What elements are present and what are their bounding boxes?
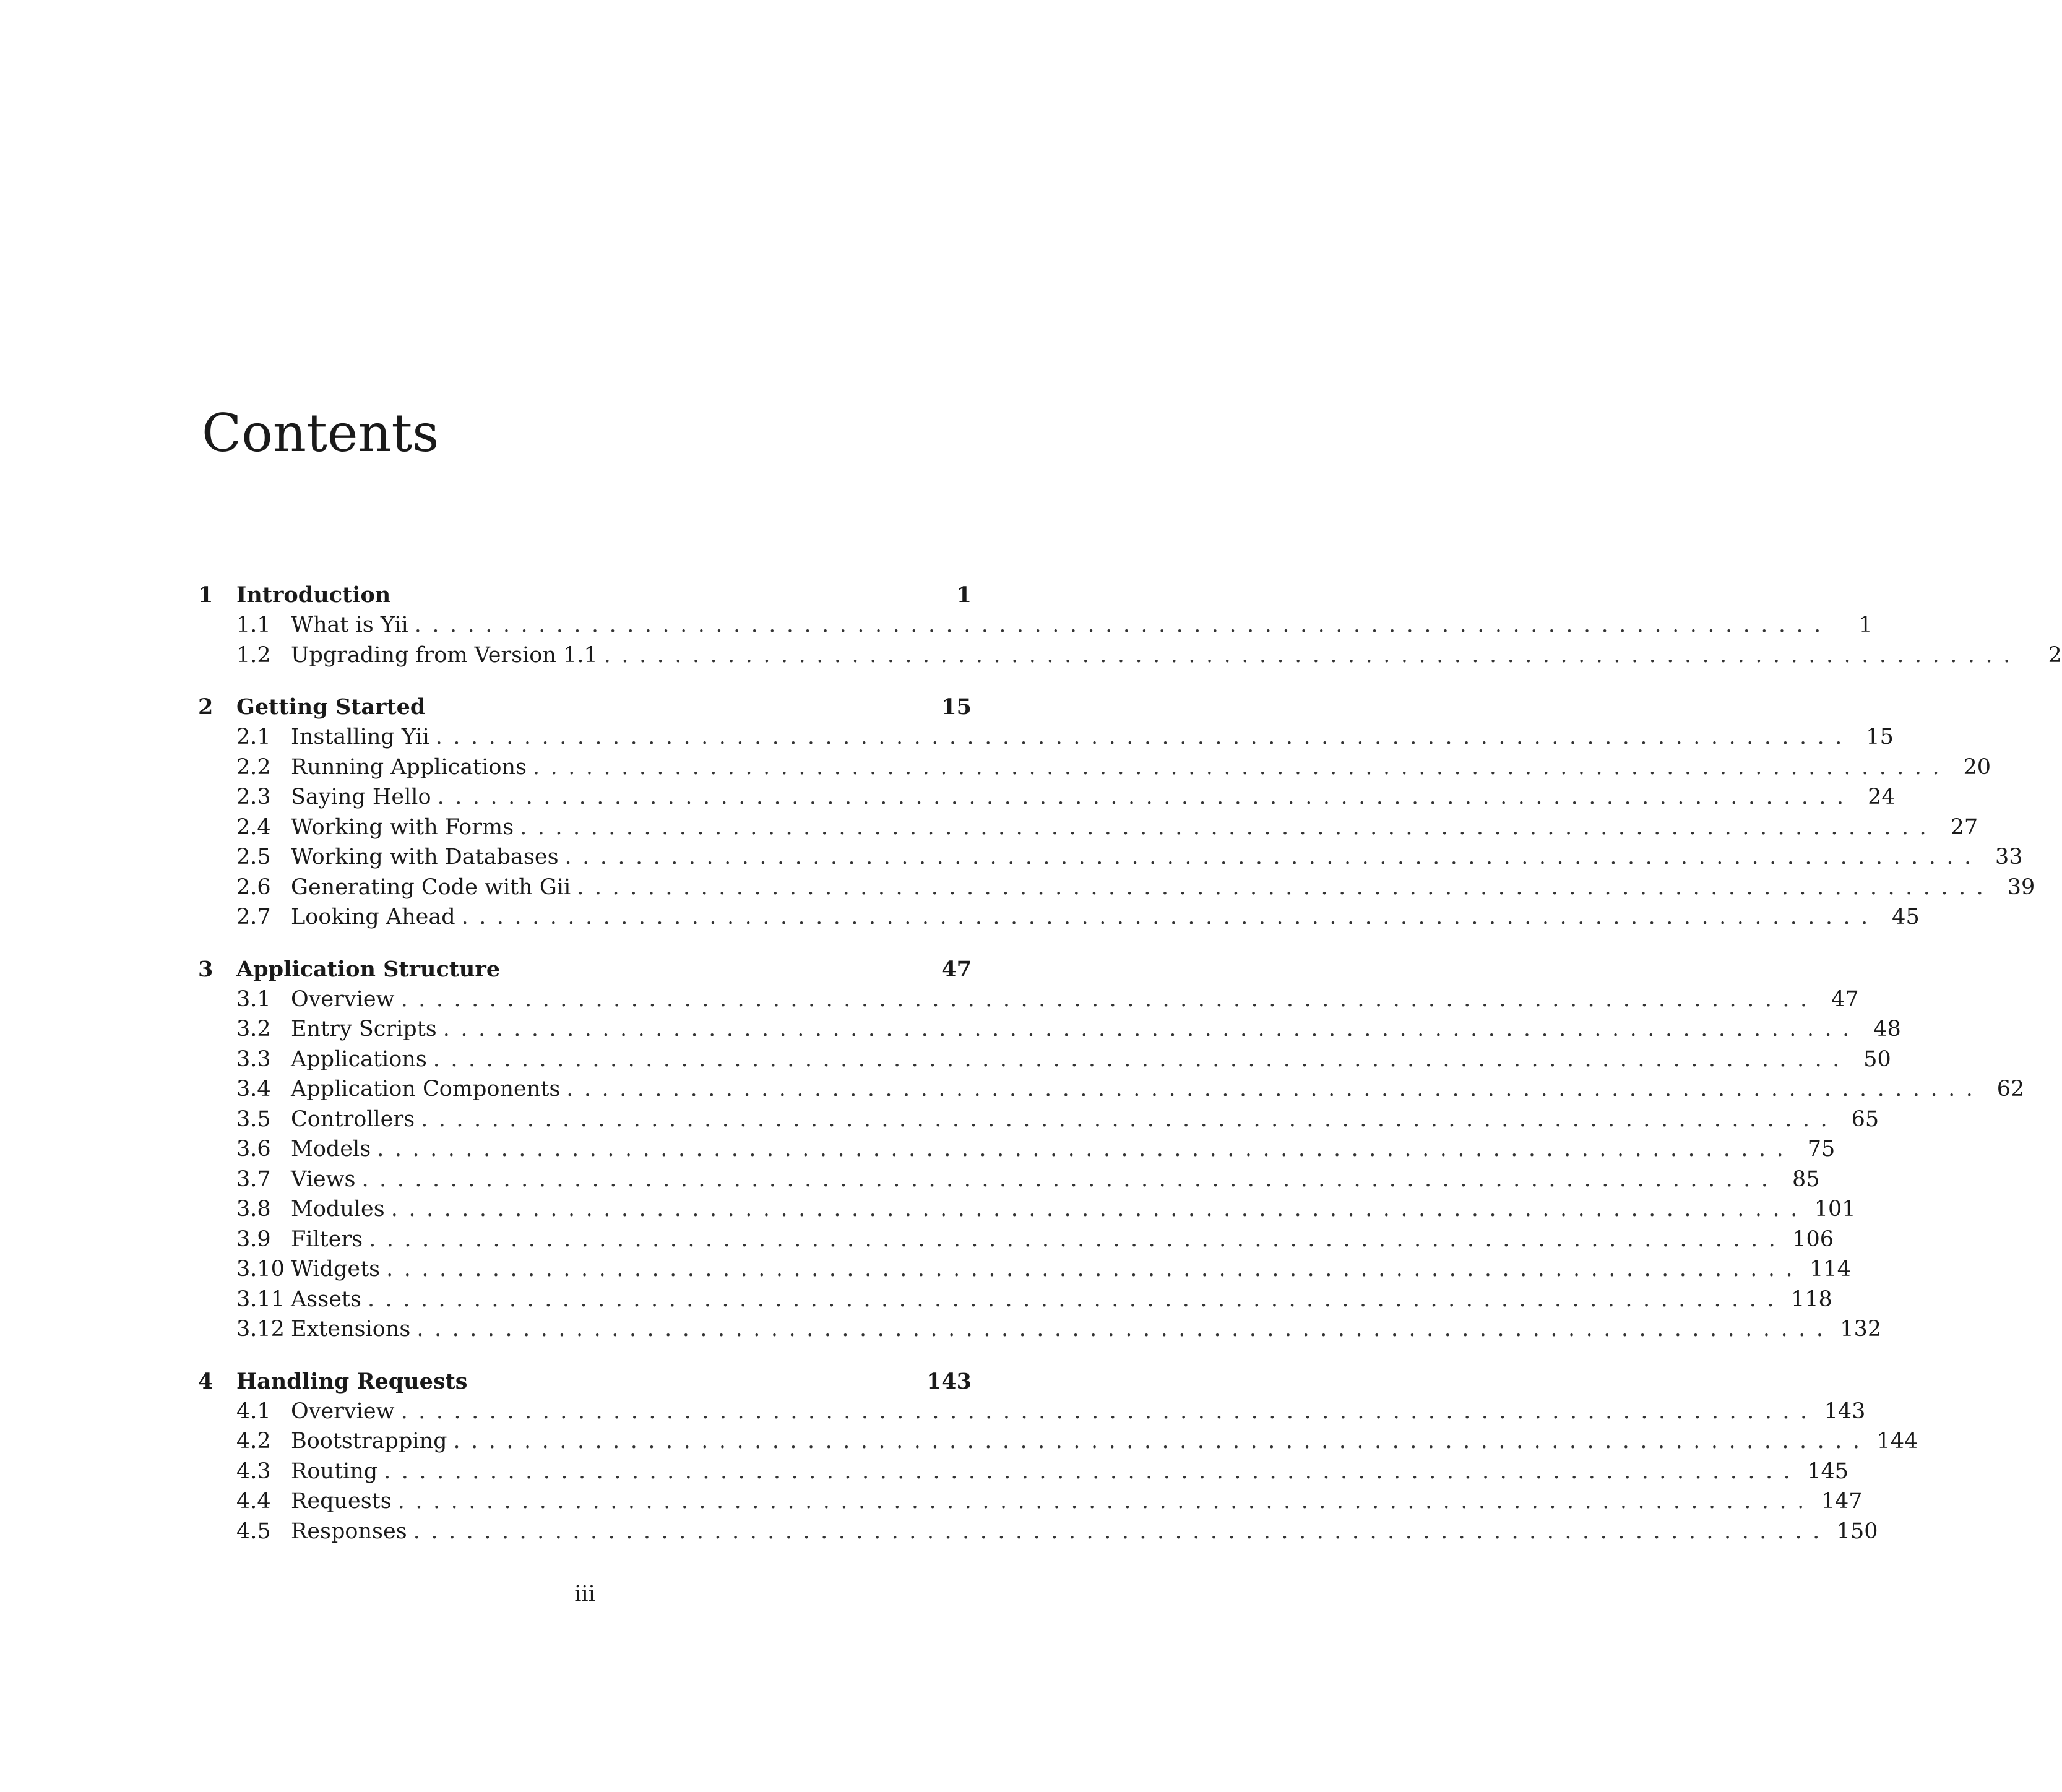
section-title: Controllers (291, 1106, 415, 1132)
dot-leader: ................................................................................ (577, 874, 1995, 900)
section-number: 3.6 (236, 1137, 271, 1161)
toc-section-row[interactable] (236, 1517, 1878, 1547)
section-page: 27 (1950, 814, 1978, 840)
section-title: Application Components (291, 1077, 561, 1101)
section-number: 4.3 (236, 1458, 271, 1484)
dot-leader: ................................................................................ (397, 1489, 1815, 1514)
table-of-contents (198, 580, 2062, 1569)
section-number: 2.7 (236, 905, 271, 929)
dot-leader: ................................................................................ (369, 1226, 1787, 1252)
section-title: Widgets (291, 1257, 381, 1282)
chapter-page: 15 (941, 694, 972, 720)
toc-section-row[interactable] (236, 1486, 1863, 1517)
section-page: 62 (1996, 1077, 2025, 1101)
toc-section-row[interactable] (236, 640, 2062, 671)
toc-section-row[interactable] (236, 1194, 1856, 1225)
section-title: Working with Forms (291, 814, 514, 840)
chapter-title: Handling Requests (236, 1368, 468, 1394)
toc-section-row[interactable] (236, 1254, 1851, 1285)
dot-leader: ................................................................................ (386, 1257, 1804, 1282)
dot-leader: ................................................................................ (442, 1017, 1860, 1041)
section-page: 145 (1807, 1458, 1849, 1484)
dot-leader: ................................................................................ (367, 1286, 1785, 1312)
section-title: Views (291, 1166, 356, 1192)
dot-leader: ................................................................................ (416, 1317, 1834, 1342)
dot-leader: ................................................................................ (390, 1197, 1808, 1221)
chapter-number: 3 (198, 956, 214, 982)
chapter-number: 2 (198, 694, 214, 720)
section-title: Generating Code with Gii (291, 874, 571, 900)
section-number: 2.3 (236, 785, 271, 809)
dot-leader: ................................................................................ (437, 785, 1855, 809)
section-page: 147 (1821, 1489, 1863, 1514)
dot-leader: ................................................................................ (433, 1046, 1850, 1072)
toc-section-row[interactable] (236, 872, 2035, 903)
toc-section-row[interactable] (236, 1314, 1882, 1345)
section-number: 4.5 (236, 1518, 271, 1544)
section-title: Extensions (291, 1317, 411, 1342)
section-page: 33 (1995, 845, 2023, 869)
dot-leader: ................................................................................ (414, 613, 1832, 637)
dot-leader: ................................................................................ (603, 642, 2021, 668)
section-title: Models (291, 1137, 371, 1161)
section-page: 39 (2007, 874, 2035, 900)
section-title: Modules (291, 1197, 385, 1221)
section-page: 20 (1963, 754, 1991, 780)
dot-leader: ................................................................................ (461, 905, 1879, 929)
section-page: 15 (1866, 725, 1894, 749)
toc-section-row[interactable] (236, 1285, 1832, 1315)
dot-leader: ................................................................................ (435, 725, 1853, 749)
section-page: 101 (1814, 1197, 1856, 1221)
section-number: 3.1 (236, 986, 271, 1012)
chapter-title: Getting Started (236, 694, 426, 720)
section-number: 1.1 (236, 613, 271, 637)
dot-leader: ................................................................................ (361, 1166, 1779, 1192)
toc-chapter (198, 1367, 1918, 1547)
section-number: 2.4 (236, 814, 271, 840)
section-title: Saying Hello (291, 785, 431, 809)
toc-chapter (198, 692, 2035, 933)
section-number: 1.2 (236, 642, 271, 668)
toc-section-row[interactable] (236, 1014, 1901, 1045)
section-number: 2.6 (236, 874, 271, 900)
dot-leader: ................................................................................ (400, 986, 1818, 1012)
section-number: 3.10 (236, 1257, 285, 1282)
section-number: 3.9 (236, 1226, 271, 1252)
section-number: 3.2 (236, 1017, 271, 1041)
section-page: 2 (2048, 642, 2062, 668)
section-number: 3.12 (236, 1317, 285, 1342)
section-number: 3.11 (236, 1286, 285, 1312)
dot-leader: ................................................................................ (384, 1458, 1801, 1484)
section-number: 3.5 (236, 1106, 271, 1132)
chapter-number: 4 (198, 1368, 214, 1394)
section-title: Looking Ahead (291, 905, 455, 929)
toc-section-row[interactable] (236, 1457, 1849, 1487)
toc-chapter-row[interactable] (198, 580, 972, 610)
toc-section-row[interactable] (236, 1426, 1918, 1457)
section-number: 3.4 (236, 1077, 271, 1101)
chapter-page: 47 (941, 956, 972, 982)
dot-leader: ................................................................................ (520, 814, 1938, 840)
section-page: 47 (1831, 986, 1859, 1012)
section-page: 143 (1824, 1398, 1866, 1424)
dot-leader: ................................................................................ (400, 1398, 1818, 1424)
section-title: Overview (291, 1398, 395, 1424)
toc-chapter-row[interactable] (198, 955, 972, 984)
section-page: 150 (1836, 1518, 1878, 1544)
section-number: 2.2 (236, 754, 271, 780)
section-page: 144 (1876, 1429, 1918, 1454)
section-title: Upgrading from Version 1.1 (291, 642, 598, 668)
toc-section-row[interactable] (236, 1397, 1866, 1427)
section-page: 24 (1868, 785, 1896, 809)
chapter-page: 1 (956, 582, 972, 608)
section-title: Assets (291, 1286, 361, 1312)
page-title: Contents (202, 403, 439, 463)
section-page: 65 (1851, 1106, 1879, 1132)
chapter-number: 1 (198, 582, 214, 608)
page-number: iii (574, 1582, 595, 1606)
section-page: 106 (1792, 1226, 1834, 1252)
section-number: 3.7 (236, 1166, 271, 1192)
section-number: 4.1 (236, 1398, 271, 1424)
section-title: Responses (291, 1518, 407, 1544)
section-title: Bootstrapping (291, 1429, 447, 1454)
section-page: 118 (1791, 1286, 1832, 1312)
section-number: 3.3 (236, 1046, 271, 1072)
dot-leader: ................................................................................ (413, 1518, 1831, 1544)
section-page: 1 (1858, 613, 1873, 637)
dot-leader: ................................................................................ (533, 754, 1951, 780)
toc-section-row[interactable] (236, 722, 1894, 752)
dot-leader: ................................................................................ (453, 1429, 1871, 1454)
toc-chapter-row[interactable] (198, 1367, 972, 1397)
section-number: 3.8 (236, 1197, 271, 1221)
section-title: Installing Yii (291, 725, 429, 749)
section-title: Overview (291, 986, 395, 1012)
section-page: 45 (1892, 905, 1920, 929)
section-page: 75 (1807, 1137, 1836, 1161)
dot-leader: ................................................................................ (377, 1137, 1795, 1161)
section-title: Requests (291, 1489, 392, 1514)
section-title: Running Applications (291, 754, 527, 780)
toc-section-row[interactable] (236, 610, 1873, 640)
section-number: 4.4 (236, 1489, 271, 1514)
chapter-page: 143 (926, 1368, 972, 1394)
section-page: 85 (1792, 1166, 1820, 1192)
toc-chapter (198, 955, 2025, 1345)
section-title: Filters (291, 1226, 363, 1252)
chapter-title: Application Structure (236, 956, 501, 982)
dot-leader: ................................................................................ (564, 845, 1982, 869)
dot-leader: ................................................................................ (421, 1106, 1839, 1132)
section-page: 132 (1840, 1317, 1882, 1342)
toc-section-row[interactable] (236, 1105, 1879, 1135)
toc-section-row[interactable] (236, 812, 1978, 843)
chapter-title: Introduction (236, 582, 391, 608)
section-page: 50 (1863, 1046, 1891, 1072)
section-page: 48 (1873, 1017, 1901, 1041)
toc-chapter-row[interactable] (198, 692, 972, 722)
section-title: Routing (291, 1458, 378, 1484)
toc-section-row[interactable] (236, 984, 1859, 1015)
toc-section-row[interactable] (236, 1225, 1834, 1255)
toc-section-row[interactable] (236, 1165, 1820, 1195)
toc-section-row[interactable] (236, 902, 1920, 933)
toc-section-row[interactable] (236, 1045, 1891, 1075)
section-title: Applications (291, 1046, 427, 1072)
toc-section-row[interactable] (236, 782, 1896, 812)
toc-section-row[interactable] (236, 1134, 1836, 1165)
section-number: 2.5 (236, 845, 271, 869)
toc-section-row[interactable] (236, 1074, 2025, 1105)
section-title: Entry Scripts (291, 1017, 437, 1041)
toc-section-row[interactable] (236, 752, 1991, 783)
toc-chapter (198, 580, 2062, 670)
section-number: 2.1 (236, 725, 271, 749)
section-title: Working with Databases (291, 845, 559, 869)
section-number: 4.2 (236, 1429, 271, 1454)
dot-leader: ................................................................................ (566, 1077, 1984, 1101)
toc-section-row[interactable] (236, 842, 2023, 872)
section-page: 114 (1810, 1257, 1851, 1282)
section-title: What is Yii (291, 613, 408, 637)
